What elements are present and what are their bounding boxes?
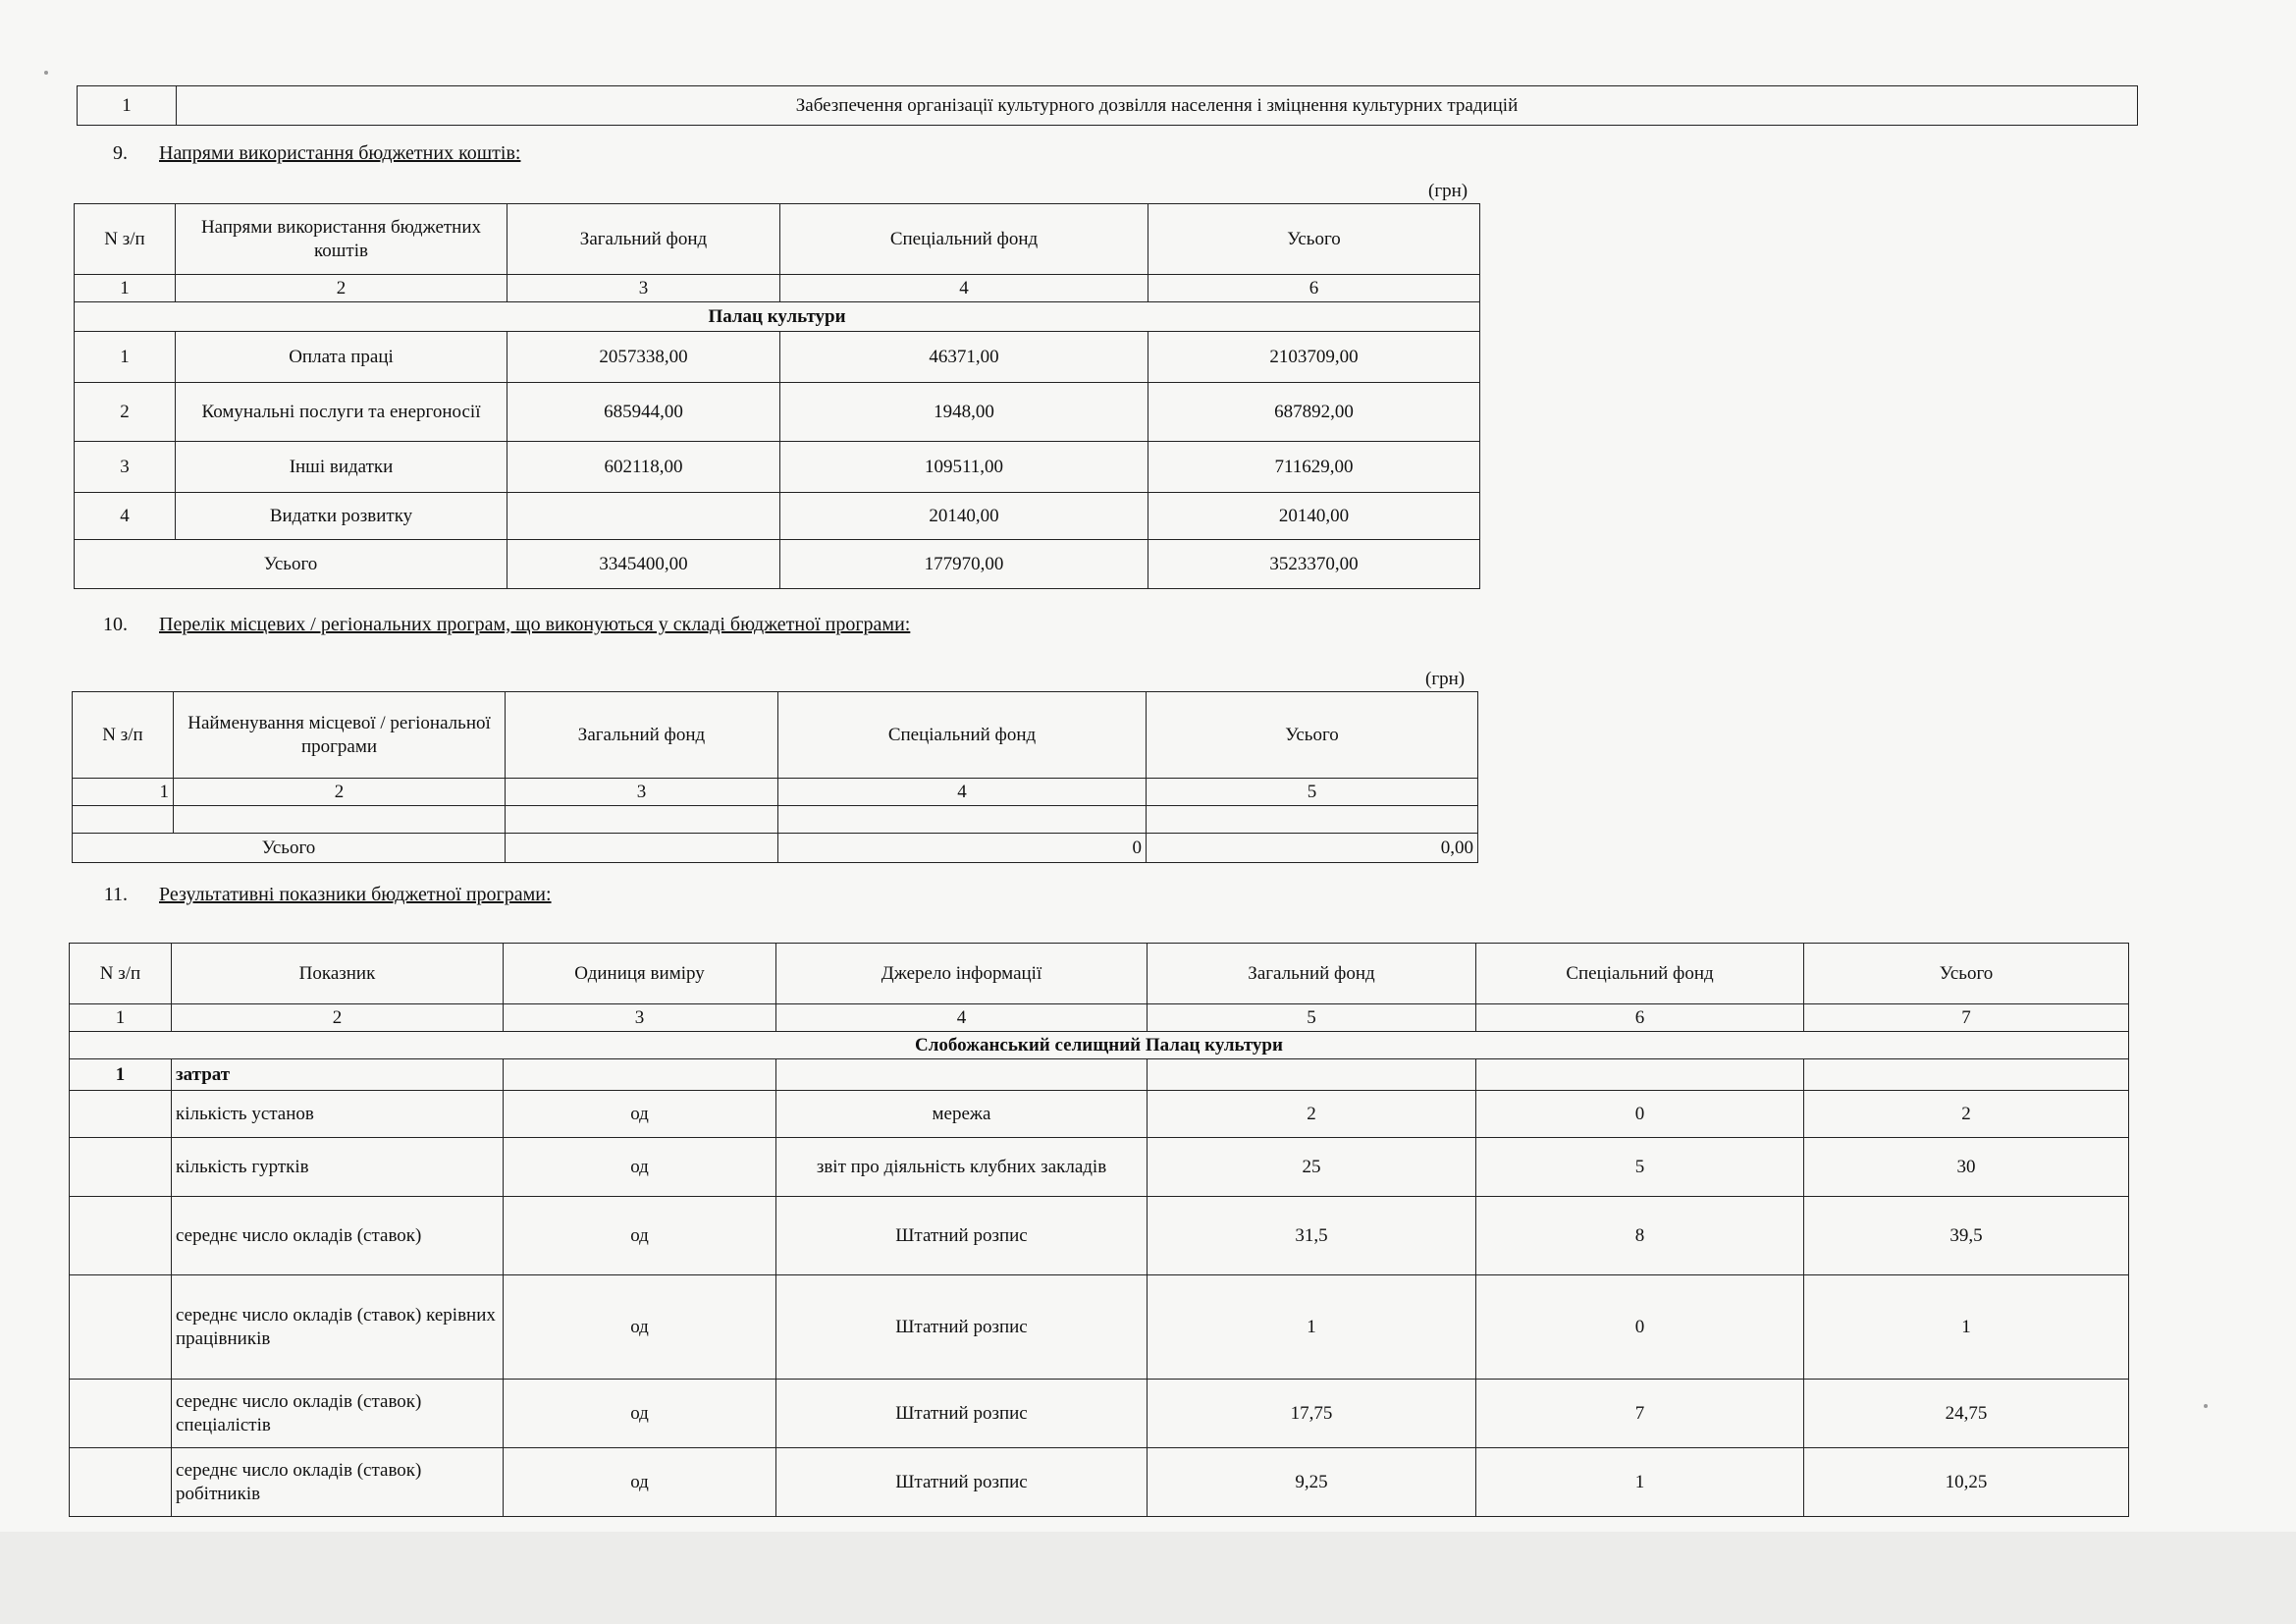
s11-category-name: затрат (172, 1059, 504, 1091)
s11-header-unit: Одиниця виміру (504, 944, 776, 1004)
s10-total-general (506, 834, 778, 863)
table-total-row (73, 834, 1478, 863)
s11-row-special: 0 (1476, 1275, 1804, 1380)
s9-row-num: 2 (75, 383, 176, 442)
s9-row-total: 687892,00 (1148, 383, 1480, 442)
s11-header-special: Спеціальний фонд (1476, 944, 1804, 1004)
s11-row-unit: од (504, 1448, 776, 1517)
s11-row-indicator: середнє число окладів (ставок) робітників (172, 1448, 504, 1517)
s9-header-direction: Напрями використання бюджетних коштів (176, 204, 507, 275)
s10-colnum: 1 (73, 779, 174, 806)
table-row (75, 383, 1480, 442)
s11-colnum: 7 (1804, 1004, 2129, 1032)
s11-row-source: мережа (776, 1091, 1148, 1138)
s10-header-total: Усього (1147, 692, 1478, 779)
s10-total-total: 0,00 (1147, 834, 1478, 863)
s9-row-name: Оплата праці (176, 332, 507, 383)
section11-number: 11. (103, 884, 128, 905)
s11-row-special: 1 (1476, 1448, 1804, 1517)
s9-row-total: 2103709,00 (1148, 332, 1480, 383)
s11-header-indicator: Показник (172, 944, 504, 1004)
s10-header-program: Найменування місцевої / регіональної програми (174, 692, 506, 779)
s11-row-source: Штатний розпис (776, 1275, 1148, 1380)
scan-speck (2204, 1404, 2208, 1408)
table-row (70, 1138, 2129, 1197)
table-row (75, 332, 1480, 383)
s11-row-unit: од (504, 1380, 776, 1448)
category-row (70, 1059, 2129, 1091)
s9-row-general: 602118,00 (507, 442, 780, 493)
s11-row-general: 2 (1148, 1091, 1476, 1138)
page-bottom-shade (0, 1532, 2296, 1624)
s9-row-special: 1948,00 (780, 383, 1148, 442)
s9-header-general: Загальний фонд (507, 204, 780, 275)
s9-colnum: 6 (1148, 275, 1480, 302)
table-row (75, 442, 1480, 493)
s10-colnum: 3 (506, 779, 778, 806)
s9-row-num: 1 (75, 332, 176, 383)
s11-row-unit: од (504, 1138, 776, 1197)
s9-header-total: Усього (1148, 204, 1480, 275)
performance-indicators-table (69, 943, 2129, 1517)
s9-row-num: 4 (75, 493, 176, 540)
s11-category-num: 1 (70, 1059, 172, 1091)
s9-colnum: 2 (176, 275, 507, 302)
s11-row-indicator: середнє число окладів (ставок) спеціалістів (172, 1380, 504, 1448)
s10-total-special: 0 (778, 834, 1147, 863)
s11-colnum: 3 (504, 1004, 776, 1032)
s11-row-special: 5 (1476, 1138, 1804, 1197)
s11-row-total: 39,5 (1804, 1197, 2129, 1275)
s9-row-name: Комунальні послуги та енергоносії (176, 383, 507, 442)
s10-colnum: 5 (1147, 779, 1478, 806)
s11-colnum: 6 (1476, 1004, 1804, 1032)
table-total-row (75, 540, 1480, 589)
s9-row-total: 20140,00 (1148, 493, 1480, 540)
s11-header-general: Загальний фонд (1148, 944, 1476, 1004)
section11-title: Результативні показники бюджетної програми: (159, 884, 552, 905)
s11-colnum: 5 (1148, 1004, 1476, 1032)
s11-row-general: 9,25 (1148, 1448, 1476, 1517)
s9-total-label: Усього (75, 540, 507, 589)
s11-row-unit: од (504, 1091, 776, 1138)
section11-heading (88, 884, 552, 906)
s9-row-special: 46371,00 (780, 332, 1148, 383)
s9-row-special: 20140,00 (780, 493, 1148, 540)
s11-header-total: Усього (1804, 944, 2129, 1004)
s10-total-label: Усього (73, 834, 506, 863)
s9-colnum: 1 (75, 275, 176, 302)
s9-header-special: Спеціальний фонд (780, 204, 1148, 275)
section9-title: Напрями використання бюджетних коштів: (159, 142, 521, 164)
s11-group-title: Слобожанський селищний Палац культури (70, 1032, 2129, 1059)
s10-colnum: 4 (778, 779, 1147, 806)
s11-row-total: 2 (1804, 1091, 2129, 1138)
s9-total-special: 177970,00 (780, 540, 1148, 589)
s11-row-unit: од (504, 1197, 776, 1275)
s10-colnum: 2 (174, 779, 506, 806)
s9-row-general (507, 493, 780, 540)
s11-row-unit: од (504, 1275, 776, 1380)
s9-row-general: 2057338,00 (507, 332, 780, 383)
local-programs-table (72, 691, 1478, 863)
task-table (77, 85, 2138, 126)
task-text: Забезпечення організації культурного дозвілля населення і зміцнення культурних традицій (177, 86, 2138, 126)
section10-heading (88, 614, 910, 636)
s9-total-total: 3523370,00 (1148, 540, 1480, 589)
s11-row-indicator: кількість гуртків (172, 1138, 504, 1197)
table-row (75, 493, 1480, 540)
s11-row-total: 30 (1804, 1138, 2129, 1197)
s11-row-source: Штатний розпис (776, 1448, 1148, 1517)
s9-total-general: 3345400,00 (507, 540, 780, 589)
s11-row-total: 10,25 (1804, 1448, 2129, 1517)
section9-unit: (грн) (1428, 181, 1468, 201)
s11-row-source: Штатний розпис (776, 1197, 1148, 1275)
s11-row-special: 7 (1476, 1380, 1804, 1448)
s11-row-source: Штатний розпис (776, 1380, 1148, 1448)
s11-header-source: Джерело інформації (776, 944, 1148, 1004)
table-row (70, 1197, 2129, 1275)
s9-row-name: Видатки розвитку (176, 493, 507, 540)
section10-unit: (грн) (1425, 669, 1466, 689)
s9-row-total: 711629,00 (1148, 442, 1480, 493)
s9-colnum: 4 (780, 275, 1148, 302)
s11-row-general: 17,75 (1148, 1380, 1476, 1448)
s11-row-general: 1 (1148, 1275, 1476, 1380)
s11-colnum: 4 (776, 1004, 1148, 1032)
scan-speck (44, 71, 48, 75)
s11-colnum: 2 (172, 1004, 504, 1032)
section10-title: Перелік місцевих / регіональних програм, що виконуються у складі бюджетної програми: (159, 614, 911, 635)
s9-colnum: 3 (507, 275, 780, 302)
s11-row-general: 25 (1148, 1138, 1476, 1197)
s9-group-title: Палац культури (75, 302, 1480, 332)
task-number: 1 (78, 86, 177, 126)
s11-row-indicator: середнє число окладів (ставок) (172, 1197, 504, 1275)
table-row (70, 1091, 2129, 1138)
table-row (73, 806, 1478, 834)
table-row (70, 1380, 2129, 1448)
s10-header-special: Спеціальний фонд (778, 692, 1147, 779)
s9-header-num: N з/п (75, 204, 176, 275)
s9-row-general: 685944,00 (507, 383, 780, 442)
s9-row-special: 109511,00 (780, 442, 1148, 493)
s11-row-source: звіт про діяльність клубних закладів (776, 1138, 1148, 1197)
s11-row-indicator: середнє число окладів (ставок) керівних працівників (172, 1275, 504, 1380)
s11-row-special: 8 (1476, 1197, 1804, 1275)
s10-header-general: Загальний фонд (506, 692, 778, 779)
s9-row-num: 3 (75, 442, 176, 493)
s11-header-num: N з/п (70, 944, 172, 1004)
section9-heading (88, 142, 520, 165)
table-row (70, 1275, 2129, 1380)
s11-row-total: 1 (1804, 1275, 2129, 1380)
section10-number: 10. (103, 614, 128, 635)
budget-directions-table (74, 203, 1480, 589)
table-row (70, 1448, 2129, 1517)
s11-row-indicator: кількість установ (172, 1091, 504, 1138)
section9-number: 9. (113, 142, 128, 164)
s11-row-special: 0 (1476, 1091, 1804, 1138)
s9-row-name: Інші видатки (176, 442, 507, 493)
s10-header-num: N з/п (73, 692, 174, 779)
s11-row-total: 24,75 (1804, 1380, 2129, 1448)
s11-row-general: 31,5 (1148, 1197, 1476, 1275)
s11-colnum: 1 (70, 1004, 172, 1032)
